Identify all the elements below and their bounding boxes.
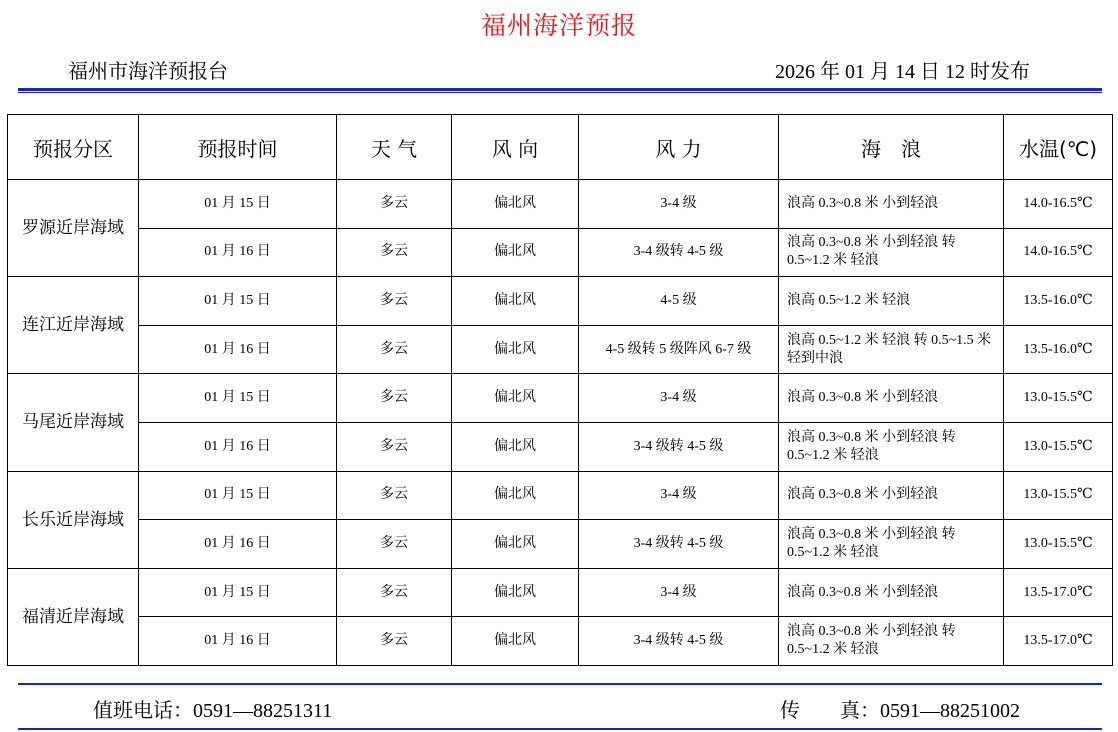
wind-direction-cell: 偏北风 bbox=[452, 228, 579, 277]
forecast-date: 01 月 16 日 bbox=[139, 422, 337, 471]
header-weather: 天 气 bbox=[337, 115, 452, 180]
zone-name: 连江近岸海域 bbox=[8, 277, 139, 374]
forecast-date: 01 月 15 日 bbox=[139, 471, 337, 520]
wind-direction-cell: 偏北风 bbox=[452, 568, 579, 617]
page-title: 福州海洋预报 bbox=[480, 13, 637, 40]
header-rule-thin bbox=[18, 92, 1102, 93]
wind-force-cell: 4-5 级 bbox=[579, 277, 779, 326]
forecast-date: 01 月 16 日 bbox=[139, 617, 337, 666]
zone-name: 长乐近岸海域 bbox=[8, 471, 139, 568]
fax bbox=[780, 694, 1020, 723]
wind-force-cell: 4-5 级转 5 级阵风 6-7 级 bbox=[579, 325, 779, 374]
wind-force-cell: 3-4 级转 4-5 级 bbox=[579, 228, 779, 277]
wind-direction-cell: 偏北风 bbox=[452, 277, 579, 326]
header-rule-thick bbox=[18, 88, 1102, 91]
weather-cell: 多云 bbox=[337, 471, 452, 520]
weather-cell: 多云 bbox=[337, 277, 452, 326]
fax-number: 0591—88251002 bbox=[880, 700, 1020, 722]
wave-cell: 浪高 0.5~1.2 米 轻浪 转 0.5~1.5 米 轻到中浪 bbox=[779, 325, 1004, 374]
wave-cell: 浪高 0.3~0.8 米 小到轻浪 bbox=[779, 374, 1004, 423]
forecast-date: 01 月 16 日 bbox=[139, 228, 337, 277]
weather-cell: 多云 bbox=[337, 180, 452, 229]
water-temp-cell: 13.5-17.0℃ bbox=[1004, 568, 1113, 617]
table-row bbox=[8, 325, 1113, 374]
zone-name: 福清近岸海域 bbox=[8, 568, 139, 665]
duty-phone bbox=[93, 694, 332, 723]
water-temp-cell: 13.0-15.5℃ bbox=[1004, 374, 1113, 423]
issuing-organization: 福州市海洋预报台 bbox=[68, 61, 228, 83]
water-temp-cell: 13.5-16.0℃ bbox=[1004, 277, 1113, 326]
water-temp-cell: 13.0-15.5℃ bbox=[1004, 520, 1113, 569]
water-temp-cell: 13.0-15.5℃ bbox=[1004, 422, 1113, 471]
wind-force-cell: 3-4 级转 4-5 级 bbox=[579, 617, 779, 666]
wind-direction-cell: 偏北风 bbox=[452, 471, 579, 520]
water-temp-cell: 13.0-15.5℃ bbox=[1004, 471, 1113, 520]
wave-cell: 浪高 0.3~0.8 米 小到轻浪 bbox=[779, 471, 1004, 520]
wind-force-cell: 3-4 级 bbox=[579, 180, 779, 229]
weather-cell: 多云 bbox=[337, 228, 452, 277]
wind-direction-cell: 偏北风 bbox=[452, 180, 579, 229]
weather-cell: 多云 bbox=[337, 325, 452, 374]
weather-cell: 多云 bbox=[337, 568, 452, 617]
weather-cell: 多云 bbox=[337, 617, 452, 666]
wind-direction-cell: 偏北风 bbox=[452, 325, 579, 374]
footer-rule-bottom bbox=[18, 728, 1102, 730]
issue-datetime: 2026 年 01 月 14 日 12 时发布 bbox=[775, 61, 1030, 83]
forecast-table bbox=[7, 114, 1113, 666]
weather-cell: 多云 bbox=[337, 422, 452, 471]
wind-force-cell: 3-4 级 bbox=[579, 374, 779, 423]
wind-direction-cell: 偏北风 bbox=[452, 617, 579, 666]
table-row bbox=[8, 277, 1113, 326]
wind-force-cell: 3-4 级 bbox=[579, 471, 779, 520]
weather-cell: 多云 bbox=[337, 520, 452, 569]
table-row bbox=[8, 180, 1113, 229]
forecast-date: 01 月 15 日 bbox=[139, 180, 337, 229]
forecast-date: 01 月 15 日 bbox=[139, 568, 337, 617]
water-temp-cell: 14.0-16.5℃ bbox=[1004, 180, 1113, 229]
wind-direction-cell: 偏北风 bbox=[452, 374, 579, 423]
table-row bbox=[8, 520, 1113, 569]
forecast-date: 01 月 15 日 bbox=[139, 374, 337, 423]
table-row bbox=[8, 422, 1113, 471]
wind-direction-cell: 偏北风 bbox=[452, 422, 579, 471]
wind-force-cell: 3-4 级 bbox=[579, 568, 779, 617]
header-water-temp: 水温(℃) bbox=[1004, 115, 1113, 180]
wind-force-cell: 3-4 级转 4-5 级 bbox=[579, 422, 779, 471]
forecast-date: 01 月 15 日 bbox=[139, 277, 337, 326]
table-row bbox=[8, 568, 1113, 617]
wave-cell: 浪高 0.3~0.8 米 小到轻浪 转 0.5~1.2 米 轻浪 bbox=[779, 617, 1004, 666]
wave-cell: 浪高 0.3~0.8 米 小到轻浪 转 0.5~1.2 米 轻浪 bbox=[779, 520, 1004, 569]
duty-phone-number: 0591—88251311 bbox=[193, 700, 333, 722]
forecast-date: 01 月 16 日 bbox=[139, 325, 337, 374]
table-row bbox=[8, 471, 1113, 520]
wind-force-cell: 3-4 级转 4-5 级 bbox=[579, 520, 779, 569]
water-temp-cell: 13.5-17.0℃ bbox=[1004, 617, 1113, 666]
table-row bbox=[8, 228, 1113, 277]
header-wind-direction: 风 向 bbox=[452, 115, 579, 180]
fax-label: 传 真： bbox=[780, 700, 880, 722]
header-zone: 预报分区 bbox=[8, 115, 139, 180]
water-temp-cell: 14.0-16.5℃ bbox=[1004, 228, 1113, 277]
weather-cell: 多云 bbox=[337, 374, 452, 423]
duty-phone-label: 值班电话： bbox=[93, 700, 193, 722]
wind-direction-cell: 偏北风 bbox=[452, 520, 579, 569]
wave-cell: 浪高 0.5~1.2 米 轻浪 bbox=[779, 277, 1004, 326]
water-temp-cell: 13.5-16.0℃ bbox=[1004, 325, 1113, 374]
table-row bbox=[8, 374, 1113, 423]
wave-cell: 浪高 0.3~0.8 米 小到轻浪 bbox=[779, 568, 1004, 617]
table-row bbox=[8, 617, 1113, 666]
wave-cell: 浪高 0.3~0.8 米 小到轻浪 转 0.5~1.2 米 轻浪 bbox=[779, 228, 1004, 277]
footer-rule-top bbox=[18, 683, 1102, 685]
table-header-row bbox=[8, 115, 1113, 180]
header-time: 预报时间 bbox=[139, 115, 337, 180]
zone-name: 马尾近岸海域 bbox=[8, 374, 139, 471]
header-waves: 海 浪 bbox=[779, 115, 1004, 180]
header-wind-force: 风 力 bbox=[579, 115, 779, 180]
wave-cell: 浪高 0.3~0.8 米 小到轻浪 转 0.5~1.2 米 轻浪 bbox=[779, 422, 1004, 471]
forecast-date: 01 月 16 日 bbox=[139, 520, 337, 569]
wave-cell: 浪高 0.3~0.8 米 小到轻浪 bbox=[779, 180, 1004, 229]
zone-name: 罗源近岸海域 bbox=[8, 180, 139, 277]
